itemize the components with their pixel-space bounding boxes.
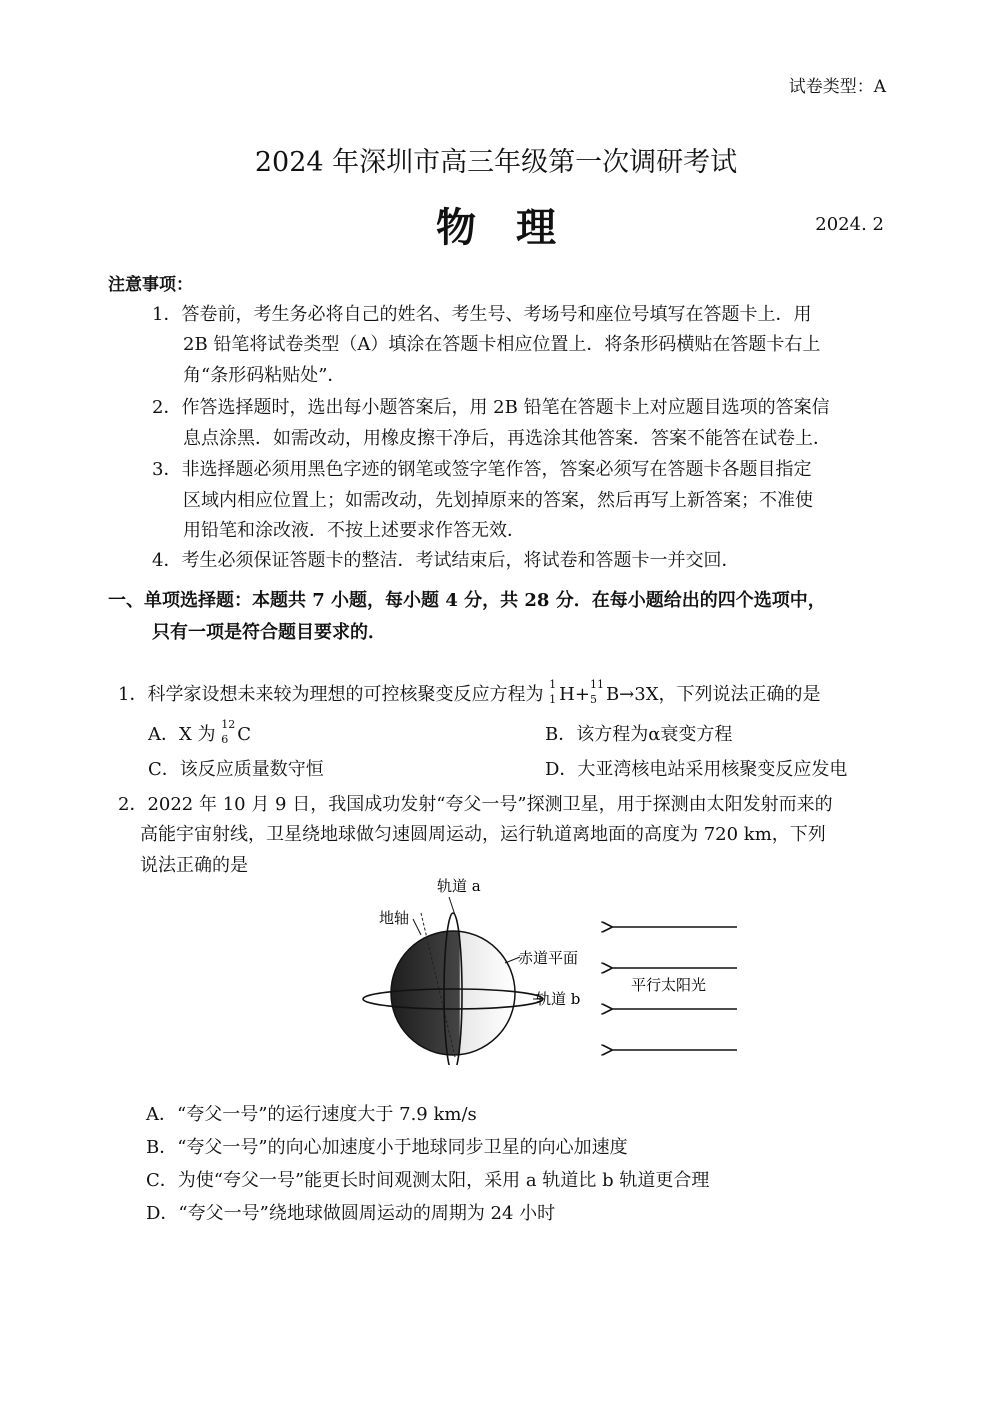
note-line: 息点涂黑．如需改动，用橡皮擦干净后，再选涂其他答案．答案不能答在试卷上． <box>183 428 831 449</box>
orbit-a-label: 轨道 a <box>437 877 481 895</box>
note-line: 1．答卷前，考生务必将自己的姓名、考生号、考场号和座位号填写在答题卡上．用 <box>152 304 812 325</box>
notes-title: 注意事项： <box>108 275 193 295</box>
question-2-stem: 说法正确的是 <box>140 855 248 876</box>
note-line: 2B 铅笔将试卷类型（A）填涂在答题卡相应位置上．将条形码横贴在答题卡右上 <box>183 334 821 355</box>
note-line: 角“条形码粘贴处”． <box>183 365 346 386</box>
note-line: 3．非选择题必须用黑色字迹的钢笔或签字笔作答，答案必须写在答题卡各题目指定 <box>152 459 812 480</box>
question-1-option-a: A．X 为 12 6 C <box>148 718 252 746</box>
equator-plane-label: 赤道平面 <box>518 949 579 967</box>
question-1-stem: 1．科学家设想未来较为理想的可控核聚变反应方程为 1 1 H+ 11 5 B→3X，下列说法正确的是 <box>118 678 821 706</box>
question-2-stem: 2．2022 年 10 月 9 日，我国成功发射“夸父一号”探测卫星，用于探测由太阳发射而来的 <box>118 794 833 815</box>
exam-title: 2024 年深圳市高三年级第一次调研考试 <box>254 147 738 178</box>
sunlight-label: 平行太阳光 <box>631 976 707 994</box>
question-1-option-c: C．该反应质量数守恒 <box>148 759 324 780</box>
exam-date: 2024. 2 <box>815 214 884 235</box>
question-2-option-a: A．“夸父一号”的运行速度大于 7.9 km/s <box>146 1104 477 1125</box>
h-nuclide: 1 1 <box>549 678 557 706</box>
earth <box>391 931 515 1055</box>
note-line: 区域内相应位置上；如需改动，先划掉原来的答案，然后再写上新答案；不准使 <box>183 490 813 511</box>
section-heading: 一、单项选择题：本题共 7 小题，每小题 4 分，共 28 分．在每小题给出的四个选项中， <box>108 590 826 611</box>
note-line: 2．作答选择题时，选出每小题答案后，用 2B 铅笔在答题卡上对应题目选项的答案信 <box>152 397 830 418</box>
section-heading-cont: 只有一项是符合题目要求的． <box>152 622 386 643</box>
orbit-b-label: 轨道 b <box>536 990 581 1008</box>
question-2-option-b: B．“夸父一号”的向心加速度小于地球同步卫星的向心加速度 <box>146 1137 628 1158</box>
subject-title: 物理 <box>436 204 596 251</box>
orbit-diagram <box>355 875 755 1065</box>
question-2-stem: 高能宇宙射线，卫星绕地球做匀速圆周运动，运行轨道离地面的高度为 720 km，下列 <box>140 824 826 845</box>
question-1-option-d: D．大亚湾核电站采用核聚变反应发电 <box>545 759 848 780</box>
question-2-option-c: C．为使“夸父一号”能更长时间观测太阳，采用 a 轨道比 b 轨道更合理 <box>146 1170 710 1191</box>
paper-type: 试卷类型：A <box>788 77 886 97</box>
note-line: 4．考生必须保证答题卡的整洁．考试结束后，将试卷和答题卡一并交回． <box>152 550 740 571</box>
question-2-option-d: D．“夸父一号”绕地球做圆周运动的周期为 24 小时 <box>146 1203 556 1224</box>
question-1-option-b: B．该方程为α衰变方程 <box>545 724 733 745</box>
b-nuclide: 11 5 <box>589 678 604 706</box>
c-nuclide: 12 6 <box>221 718 236 746</box>
note-line: 用铅笔和涂改液．不按上述要求作答无效． <box>183 520 525 541</box>
earth-axis-label: 地轴 <box>379 909 410 927</box>
